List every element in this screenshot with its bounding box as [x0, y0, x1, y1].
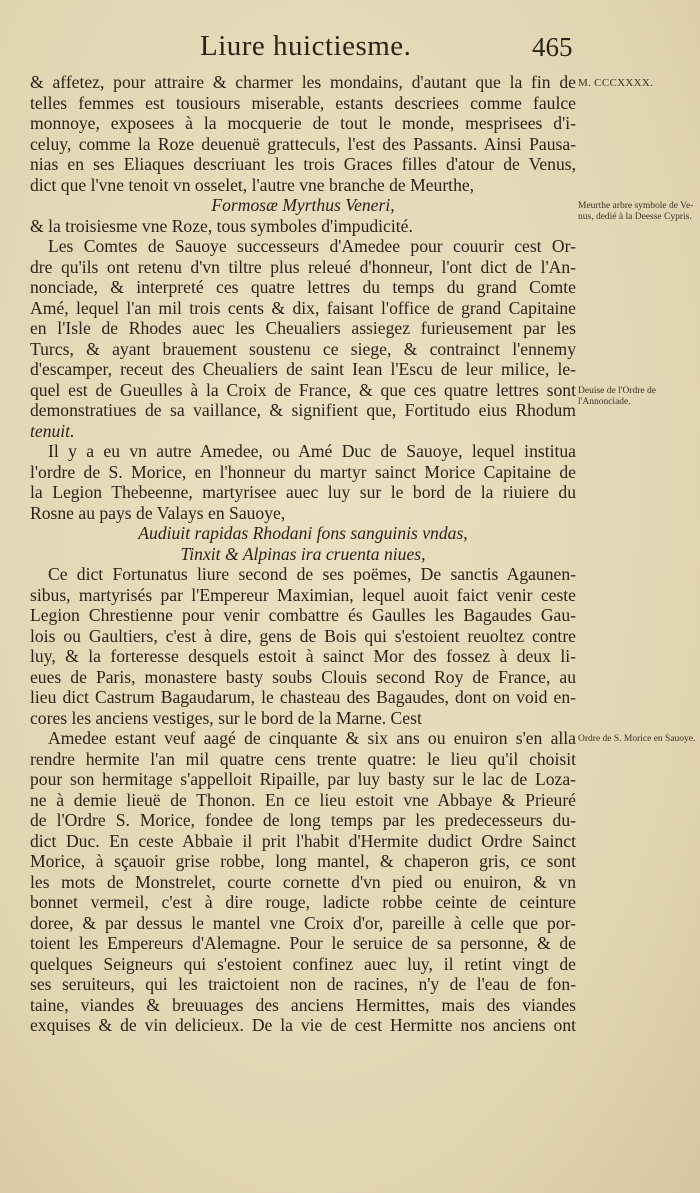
text-line: doree, & par dessus le mantel vne Croix d'or, pareille à celle que por- — [30, 912, 576, 933]
text-line: eues de Paris, monastere basty soubs Clouis second Roy de France, au — [30, 666, 576, 687]
running-title: Liure huictiesme. — [200, 30, 412, 62]
margin-year: M. CCCXXXX. — [578, 77, 654, 89]
text-line: & la troisiesme vne Roze, tous symboles d'impudicité. — [30, 215, 413, 236]
margin-note: Ordre de S. Morice en Sauoye. — [578, 734, 696, 744]
body-text — [30, 72, 576, 1036]
text-line: Morice, à sçauoir grise robbe, long mantel, & chaperon gris, ce sont — [30, 851, 576, 871]
text-line: celuy, comme la Roze deuenuë gratteculs, l'est des Passants. Ainsi Pausa- — [30, 133, 576, 154]
text-line: quelques Seigneurs qui s'estoient confinez auec luy, il retint vingt de — [30, 953, 576, 974]
text-line: lieu dict Castrum Bagaudarum, le chasteau des Bagaudes, dont on void en- — [30, 687, 576, 707]
text-line: exquises & de vin delicieux. De la vie de cest Hermitte nos anciens ont — [30, 1015, 576, 1035]
text-line: les mots de Monstrelet, courte cornette d'vn pied ou enuiron, & vn — [30, 871, 576, 892]
text-line: Formosæ Myrthus Veneri, — [211, 195, 395, 215]
text-line: quel est de Gueulles à la Croix de France, & que ces quatre lettres sont — [30, 379, 576, 400]
margin-note: Meurthe arbre symbole de Ve-nus, dedié à la Deesse Cypris. — [578, 201, 694, 222]
page-header — [0, 30, 700, 70]
text-line: d'escamper, receut des Cheualiers de saint Iean l'Escu de leur milice, le- — [30, 359, 576, 379]
text-line: cores les anciens vestiges, sur le bord de la Marne. Cest — [30, 707, 422, 728]
text-line: sibus, martyrisés par l'Empereur Maximian, lequel auoit faict venir ceste — [30, 584, 576, 605]
text-line: Turcs, & ayant brauement soustenu ce siege, & contrainct l'ennemy — [30, 338, 576, 359]
text-line: rendre hermite l'an mil quatre cens trente quatre: le lieu qu'il choisit — [30, 748, 576, 769]
text-line: lois ou Gaultiers, c'est à dire, gens de Bois qui s'estoient reuoltez contre — [30, 625, 576, 646]
text-line: tenuit. — [30, 420, 75, 441]
text-line: nias en ses Eliaques descriuant les trois Graces filles d'atour de Venus, — [30, 154, 576, 174]
text-line: taine, viandes & breuuages des anciens Hermittes, mais des viandes — [30, 994, 576, 1015]
text-line: dict Duc. En ceste Abbaie il prit l'habit d'Hermite dudict Ordre Sainct — [30, 830, 576, 851]
text-line: Les Comtes de Sauoye successeurs d'Amedee pour couurir cest Or- — [48, 236, 576, 256]
text-line: de l'Ordre S. Morice, fondee de long temps par les predecesseurs du- — [30, 810, 576, 830]
text-line: l'ordre de S. Morice, en l'honneur du martyr sainct Morice Capitaine de — [30, 461, 576, 482]
text-line: Ce dict Fortunatus liure second de ses poëmes, De sanctis Agaunen- — [48, 564, 576, 584]
text-line: toient les Empereurs d'Alemagne. Pour le seruice de sa personne, & de — [30, 933, 576, 953]
text-line: Rosne au pays de Valays en Sauoye, — [30, 502, 286, 523]
margin-note: Deuise de l'Ordre de l'Annonciade. — [578, 385, 656, 407]
text-line: & affetez, pour attraire & charmer les mondains, d'autant que la fin de — [30, 72, 576, 92]
text-line: en l'Isle de Rhodes auec les Cheualiers assiegez furieusement par les — [30, 318, 576, 338]
text-line: telles femmes est tousiours miserable, estants descriees comme faulce — [30, 92, 576, 113]
text-line: dre qu'ils ont retenu d'vn tiltre plus releué d'honneur, l'ont dict de l'An- — [30, 256, 576, 277]
text-line: Audiuit rapidas Rhodani fons sanguinis vndas, — [138, 523, 468, 543]
text-line: dict que l'vne tenoit vn osselet, l'autre vne branche de Meurthe, — [30, 174, 475, 195]
text-line: Amedee estant veuf aagé de cinquante & six ans ou enuiron s'en alla — [48, 728, 576, 748]
text-line: Il y a eu vn autre Amedee, ou Amé Duc de Sauoye, lequel institua — [48, 441, 576, 461]
text-line: luy, & la forteresse desquels estoit à sainct Mor des fossez à deux li- — [30, 646, 576, 666]
text-line: Amé, lequel l'an mil trois cents & dix, faisant l'office de grand Capitaine — [30, 297, 576, 318]
text-line: nonciade, & interpreté ces quatre lettres du temps du grand Comte — [30, 277, 576, 297]
text-line: demonstratiues de sa vaillance, & signifient que, Fortitudo eius Rhodum — [30, 400, 576, 420]
text-line: Tinxit & Alpinas ira cruenta niues, — [180, 543, 426, 564]
text-line: la Legion Thebeenne, martyrisee auec luy sur le bord de la riuiere du — [30, 482, 576, 502]
text-line: bonnet vermeil, c'est à dire rouge, ladicte robbe ceinte de ceinture — [30, 892, 576, 912]
text-line: ne à demie lieuë de Thonon. En ce lieu estoit vne Abbaye & Prieuré — [30, 789, 576, 810]
text-line: Legion Chrestienne pour venir combattre és Gaulles les Bagaudes Gau- — [30, 605, 576, 625]
page-number: 465 — [532, 32, 573, 62]
text-line: ses seruiteurs, qui les traictoient non de racines, n'y de l'eau de fon- — [30, 974, 576, 994]
text-line: monnoye, exposees à la mocquerie de tout le monde, mesprisees d'i- — [30, 113, 576, 133]
text-line: pour son hermitage s'appelloit Ripaille, par luy basty sur le lac de Loza- — [30, 769, 576, 789]
